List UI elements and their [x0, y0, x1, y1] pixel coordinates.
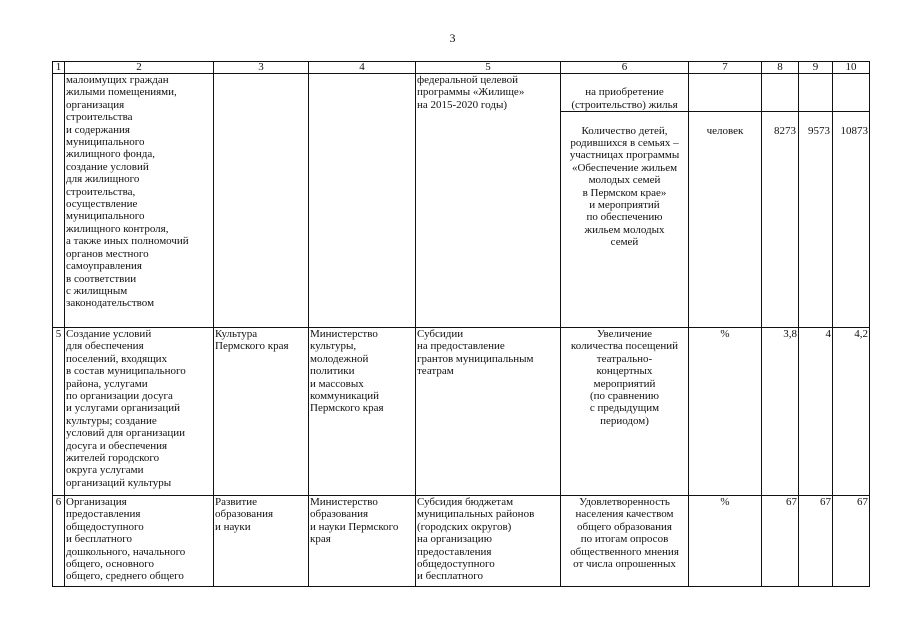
header-cell-7: 7	[689, 62, 762, 74]
value-cell-9: 67	[799, 496, 833, 587]
value-cell-9-text: 9573	[808, 124, 830, 137]
table-row	[53, 328, 870, 496]
table-row	[53, 74, 870, 328]
value-cell-10	[833, 74, 870, 328]
indicator-cell	[561, 74, 689, 328]
unit-cell-text: человек	[706, 124, 744, 137]
indicator-cell: Удовлетворенность населения качеством общего образования по итогам опросов общественного мнения от числа опрошенных	[561, 496, 689, 587]
value-cell-8-top	[762, 86, 799, 112]
header-cell-5: 5	[416, 62, 561, 74]
value-cell-8-text: 8273	[774, 124, 796, 137]
header-cell-4: 4	[309, 62, 416, 74]
row-number: 5	[53, 328, 65, 496]
program-cell	[214, 74, 309, 328]
ministry-cell: Министерство образования и науки Пермского края	[309, 496, 416, 587]
indicator-cell-continued: на приобретение (строительство) жилья	[561, 86, 689, 112]
subsidy-cell: федеральной целевой программы «Жилище» на 2015-2020 годы)	[416, 74, 561, 328]
task-cell: малоимущих граждан жилыми помещениями, организация строительства и содержания муниципального жилищного фонда, создание условий для жилищного строительства, осуществление муниципального жилищного контроля, а также иных полномочий органов местного самоуправления в соответствии с жилищным законодательством	[65, 74, 214, 328]
page-number: 3	[449, 31, 456, 45]
subsidy-cell: Субсидия бюджетам муниципальных районов (городских округов) на организацию предоставления общедоступного и бесплатного	[416, 496, 561, 587]
header-cell-9: 9	[799, 62, 833, 74]
value-cell-10: 67	[833, 496, 870, 587]
unit-cell: %	[689, 496, 762, 587]
subsidy-cell: Субсидии на предоставление грантов муниципальным театрам	[416, 328, 561, 496]
table-row	[53, 496, 870, 587]
value-cell-9: 4	[799, 328, 833, 496]
unit-cell-top	[689, 86, 762, 112]
value-cell-8: 67	[762, 496, 799, 587]
unit-cell: %	[689, 328, 762, 496]
value-cell-9-top	[799, 86, 833, 112]
value-cell-8: 3,8	[762, 328, 799, 496]
value-cell-8	[762, 74, 799, 328]
ministry-cell	[309, 74, 416, 328]
header-row	[53, 62, 870, 74]
value-cell-10-top	[833, 86, 870, 112]
row-number: 6	[53, 496, 65, 587]
program-cell: Развитие образования и науки	[214, 496, 309, 587]
header-cell-6: 6	[561, 62, 689, 74]
program-cell: Культура Пермского края	[214, 328, 309, 496]
header-cell-2: 2	[65, 62, 214, 74]
task-cell: Организация предоставления общедоступного и бесплатного дошкольного, начального общего, основного общего, среднего общего	[65, 496, 214, 587]
indicator-cell-text: Количество детей, родившихся в семьях – участницах программы «Обеспечение жильем молодых семей в Пермском крае» и мероприятий по обеспечению жильем молодых семей	[569, 124, 680, 249]
value-cell-9	[799, 74, 833, 328]
program-table	[52, 61, 870, 587]
header-cell-3: 3	[214, 62, 309, 74]
header-cell-10: 10	[833, 62, 870, 74]
header-cell-1: 1	[53, 62, 65, 74]
indicator-cell: Увеличение количества посещений театрально- концертных мероприятий (по сравнению с предыдущим периодом)	[561, 328, 689, 496]
task-cell: Создание условий для обеспечения поселений, входящих в состав муниципального района, услугами по организации досуга и услугами организаций культуры; создание условий для организации досуга и обеспечения жителей городского округа услугами организаций культуры	[65, 328, 214, 496]
header-cell-8: 8	[762, 62, 799, 74]
unit-cell	[689, 74, 762, 328]
value-cell-10-text: 10873	[840, 124, 868, 137]
ministry-cell: Министерство культуры, молодежной политики и массовых коммуникаций Пермского края	[309, 328, 416, 496]
value-cell-10: 4,2	[833, 328, 870, 496]
row-number	[53, 74, 65, 328]
